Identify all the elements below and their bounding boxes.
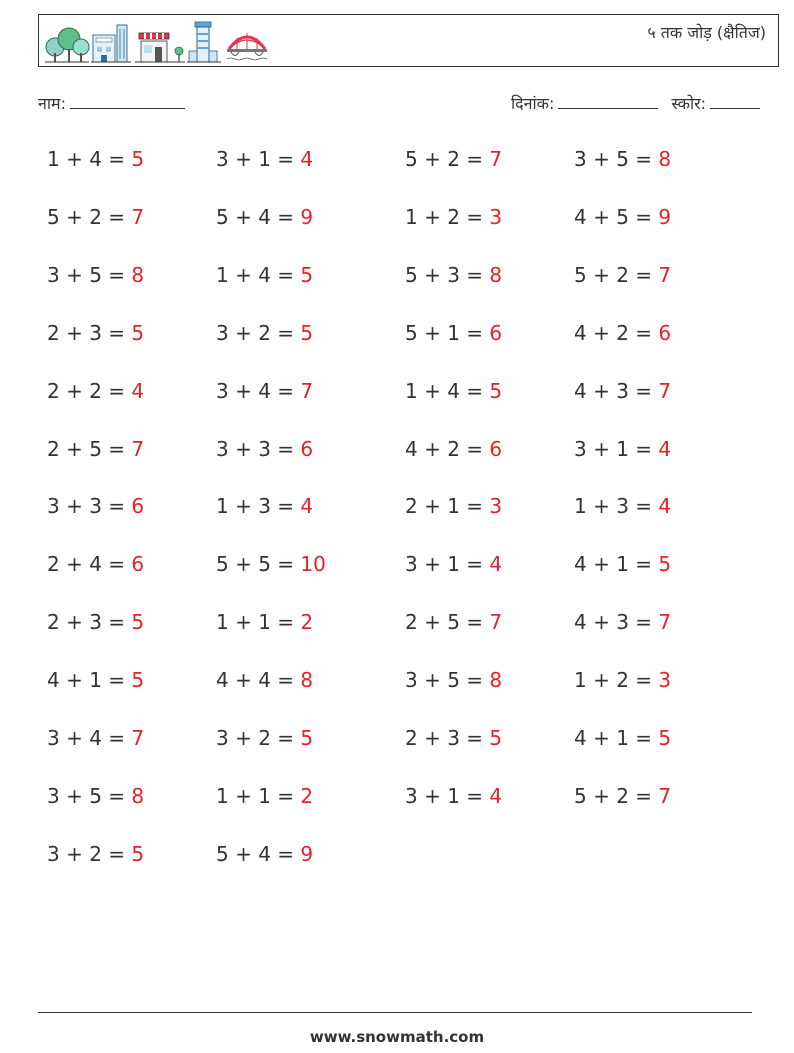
problem-question: 4 + 1 = [574,552,659,577]
problem-answer: 5 [300,726,314,750]
problem-item [216,610,313,634]
problem-question: 1 + 4 = [405,378,490,403]
problem-answer: 3 [489,494,503,519]
problem-item [47,668,144,692]
problem-item [216,379,313,403]
problem-answer: 7 [658,610,672,635]
problem-question: 3 + 2 = [216,320,301,345]
problem-question: 2 + 1 = [405,494,490,519]
date-label: दिनांक: [511,94,555,113]
shop-icon [135,33,185,62]
problem-question: 5 + 3 = [405,262,490,287]
problem-item [216,552,326,576]
problem-answer: 8 [489,262,503,287]
problem-answer: 4 [658,494,672,519]
problem-question: 1 + 2 = [574,668,659,693]
problem-answer: 3 [658,668,672,693]
problem-item [574,379,671,403]
problem-answer: 5 [131,147,145,171]
problem-question: 2 + 4 = [47,552,132,577]
problem-answer: 8 [131,783,145,808]
problem-answer: 5 [131,610,145,635]
problem-item [405,726,502,750]
problem-answer: 9 [300,204,314,229]
problem-item [405,437,502,461]
problem-question: 1 + 2 = [405,204,490,229]
problem-item [216,668,313,692]
problem-question: 4 + 3 = [574,610,659,635]
problem-item [405,379,502,403]
problem-answer: 5 [131,841,145,866]
problem-item [216,321,313,345]
problem-question: 3 + 4 = [216,378,301,403]
problem-question: 3 + 2 = [47,841,132,866]
problem-question: 5 + 2 = [405,147,490,171]
problem-question: 1 + 4 = [216,262,301,287]
date-blank [558,92,658,109]
problem-question: 5 + 2 = [574,783,659,808]
problem-answer: 7 [658,378,672,403]
problem-item [216,842,313,866]
problem-question: 1 + 1 = [216,610,301,635]
problem-question: 2 + 2 = [47,378,132,403]
problem-answer: 4 [489,552,503,577]
school-building-icon [91,25,131,62]
problem-item [405,147,502,171]
name-label: नाम: [38,94,66,113]
problem-answer: 8 [300,668,314,693]
problem-item [574,147,671,171]
problem-item [47,147,144,171]
problem-answer: 4 [658,436,672,461]
problem-answer: 5 [131,320,145,345]
problem-item [47,437,144,461]
problem-answer: 9 [658,204,672,229]
problem-item [574,263,671,287]
problem-item [216,263,313,287]
problem-question: 3 + 5 = [574,147,659,171]
problem-item [405,321,502,345]
problem-answer: 6 [489,436,503,461]
problem-answer: 6 [131,494,145,519]
problem-item [574,205,671,229]
problem-answer: 7 [658,783,672,808]
problem-answer: 6 [489,320,503,345]
problem-answer: 7 [489,610,503,635]
score-label: स्कोर: [671,94,707,113]
problem-question: 3 + 5 = [47,262,132,287]
problem-item [47,494,144,518]
problem-answer: 5 [658,552,672,577]
problem-question: 4 + 3 = [574,378,659,403]
problem-item [47,379,144,403]
problem-answer: 7 [658,262,672,287]
header-box [38,14,779,67]
problem-answer: 2 [300,783,314,808]
problem-question: 5 + 4 = [216,841,301,866]
problem-question: 3 + 4 = [47,726,132,750]
problem-question: 3 + 3 = [47,494,132,519]
problem-answer: 6 [131,552,145,577]
problem-item [574,494,671,518]
problem-question: 3 + 2 = [216,726,301,750]
problem-item [405,784,502,808]
problem-item [216,784,313,808]
problem-answer: 9 [300,841,314,866]
problem-answer: 4 [489,783,503,808]
problem-answer: 7 [489,147,503,171]
tower-building-icon [187,22,221,62]
problem-item [216,494,313,518]
problem-answer: 7 [131,436,145,461]
problem-question: 2 + 3 = [47,610,132,635]
problem-question: 4 + 2 = [574,320,659,345]
footer-divider [38,1012,752,1013]
problem-question: 5 + 2 = [47,204,132,229]
score-blank [710,92,760,109]
problem-answer: 5 [300,320,314,345]
problem-item [574,726,671,750]
problem-question: 4 + 2 = [405,436,490,461]
problem-item [574,668,671,692]
problem-question: 3 + 3 = [216,436,301,461]
problem-item [47,726,144,750]
problem-question: 3 + 1 = [574,436,659,461]
problem-answer: 7 [300,378,314,403]
problem-item [405,668,502,692]
problem-question: 3 + 1 = [216,147,301,171]
problem-answer: 6 [300,436,314,461]
problem-item [47,552,144,576]
problem-question: 5 + 4 = [216,204,301,229]
problem-answer: 4 [300,494,314,519]
problem-item [405,205,502,229]
header-illustrations [43,19,273,65]
problem-question: 3 + 5 = [405,668,490,693]
problem-question: 1 + 3 = [574,494,659,519]
worksheet-title: ५ तक जोड़ (क्षैतिज) [647,23,766,42]
problem-question: 4 + 5 = [574,204,659,229]
problem-item [405,263,502,287]
footer-url: www.snowmath.com [309,1028,485,1046]
problem-answer: 7 [131,204,145,229]
problem-answer: 4 [300,147,314,171]
problem-answer: 10 [300,552,326,577]
problem-item [47,205,144,229]
problem-answer: 5 [489,378,503,403]
problem-question: 2 + 3 = [405,726,490,750]
problem-item [47,263,144,287]
trees-icon [45,28,89,62]
problem-question: 5 + 1 = [405,320,490,345]
problem-answer: 8 [131,262,145,287]
problem-answer: 4 [131,378,145,403]
bridge-icon [227,33,267,60]
problem-item [47,784,144,808]
problem-question: 1 + 3 = [216,494,301,519]
name-blank [70,92,185,109]
problem-question: 5 + 2 = [574,262,659,287]
problem-question: 1 + 1 = [216,783,301,808]
problem-question: 3 + 1 = [405,552,490,577]
problem-answer: 5 [489,726,503,750]
name-field [38,92,185,114]
problem-item [405,494,502,518]
problem-question: 2 + 3 = [47,320,132,345]
problem-question: 4 + 1 = [47,668,132,693]
problem-question: 3 + 5 = [47,783,132,808]
problem-item [405,610,502,634]
problem-answer: 7 [131,726,145,750]
problem-item [216,437,313,461]
problem-answer: 5 [300,262,314,287]
problem-question: 1 + 4 = [47,147,132,171]
problem-item [574,552,671,576]
problem-answer: 5 [658,726,672,750]
problem-question: 5 + 5 = [216,552,301,577]
problem-item [47,321,144,345]
problem-question: 2 + 5 = [405,610,490,635]
problem-item [574,784,671,808]
problem-answer: 8 [658,147,672,171]
problem-answer: 3 [489,204,503,229]
problem-item [216,726,313,750]
problem-question: 3 + 1 = [405,783,490,808]
problem-item [405,552,502,576]
problem-item [574,437,671,461]
problem-question: 4 + 1 = [574,726,659,750]
problem-item [47,842,144,866]
problem-item [47,610,144,634]
date-score-field [511,92,760,114]
problem-question: 4 + 4 = [216,668,301,693]
problem-answer: 6 [658,320,672,345]
problem-item [216,147,313,171]
problem-answer: 2 [300,610,314,635]
problem-item [574,610,671,634]
problem-question: 2 + 5 = [47,436,132,461]
problem-answer: 5 [131,668,145,693]
problem-item [216,205,313,229]
problem-item [574,321,671,345]
problem-answer: 8 [489,668,503,693]
